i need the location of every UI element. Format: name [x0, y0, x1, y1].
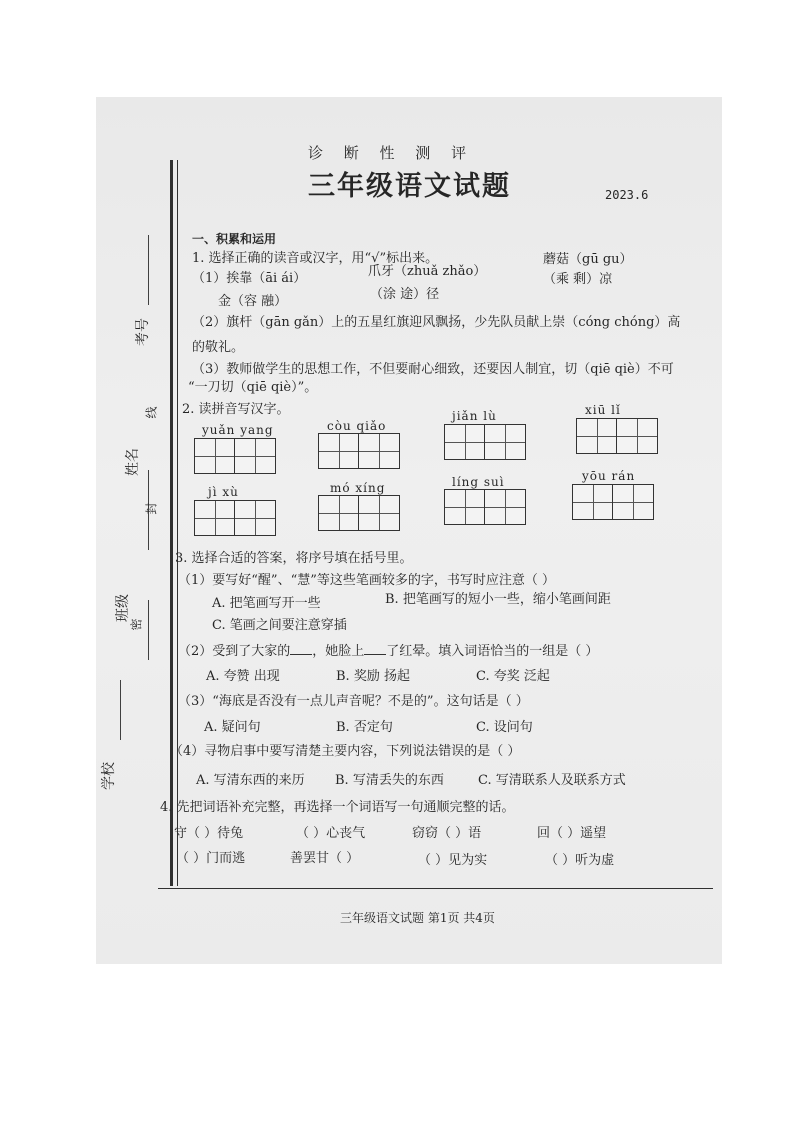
section-heading: 一、积累和运用	[192, 232, 277, 246]
q3-s2-option-c: C. 夸奖 泛起	[476, 669, 550, 684]
school-label: 学校	[101, 762, 117, 790]
q3-s3: （3）“海底是否没有一点儿声音呢？不是的”。这句话是（ ）	[178, 694, 529, 709]
q3-prompt: 3. 选择合适的答案，将序号填在括号里。	[175, 551, 413, 566]
exam-date: 2023.6	[605, 188, 649, 202]
q3-s2-option-a: A. 夸赞 出现	[206, 669, 280, 684]
q1-item-tujing: （涂 途）径	[370, 287, 440, 302]
char-grid[interactable]	[318, 433, 400, 469]
q4-word: （ ）心丧气	[296, 826, 366, 841]
char-grid[interactable]	[194, 438, 276, 474]
char-grid[interactable]	[444, 489, 526, 525]
q3-s1-option-c: C. 笔画之间要注意穿插	[212, 618, 347, 633]
class-blank	[148, 600, 149, 660]
q3-s3-option-b: B. 否定句	[336, 720, 393, 735]
q3-s3-option-c: C. 设问句	[476, 720, 533, 735]
char-grid[interactable]	[444, 424, 526, 460]
exam-subtitle: 诊 断 性 测 评	[308, 144, 468, 162]
q1-item-zhaoya: 爪牙（zhuǎ zhǎo）	[368, 264, 487, 279]
q1-item2-line1: （2）旗杆（gān gǎn）上的五星红旗迎风飘扬，少先队员献上崇（cóng chóng）高	[192, 315, 681, 330]
school-blank	[120, 680, 121, 740]
q1-prompt: 1. 选择正确的读音或汉字，用“√”标出来。	[192, 251, 439, 266]
q3-s4-option-a: A. 写清东西的来历	[196, 773, 305, 788]
q3-s1-option-a: A. 把笔画写开一些	[212, 596, 321, 611]
pinyin-label: jiǎn lù	[452, 409, 497, 423]
q4-word: 回（ ）遥望	[537, 826, 607, 841]
char-grid[interactable]	[318, 495, 400, 531]
name-label: 姓名	[125, 448, 141, 476]
class-label: 班级	[115, 594, 131, 622]
exam-no-label: 考号	[135, 318, 151, 346]
q3-s2-option-b: B. 奖励 扬起	[336, 669, 410, 684]
seal-feng: 封	[144, 502, 159, 515]
q1-item3-line1: （3）教师做学生的思想工作，不但要耐心细致，还要因人制宜，切（qiē qiè）不可	[192, 362, 674, 377]
q1-item-mogu: 蘑菇（gū gu）	[543, 252, 633, 267]
pinyin-label: líng suì	[452, 475, 505, 489]
binding-line-thick	[170, 160, 173, 886]
q4-word: 窃窃（ ）语	[412, 826, 482, 841]
q1-item-aikao: （1）挨靠（āi ái）	[192, 271, 307, 286]
answer-blank[interactable]	[364, 653, 386, 655]
q4-word: 守（ ）待兔	[174, 826, 244, 841]
page-footer: 三年级语文试题 第1页 共4页	[340, 911, 495, 925]
q3-s2-pre: （2）受到了大家的	[178, 644, 291, 659]
q3-s3-option-a: A. 疑问句	[204, 720, 261, 735]
char-grid[interactable]	[194, 500, 276, 536]
char-grid[interactable]	[576, 418, 658, 454]
q3-s4-option-c: C. 写清联系人及联系方式	[478, 773, 626, 788]
q1-item-jinrong: 金（容 融）	[218, 294, 288, 309]
seal-xian: 线	[144, 406, 159, 419]
pinyin-label: jì xù	[208, 485, 239, 499]
q1-item-chengliang: （乘 剩）凉	[543, 272, 613, 287]
answer-blank[interactable]	[290, 653, 312, 655]
q4-word: （ ）见为实	[418, 853, 488, 868]
q4-word: （ ）听为虚	[545, 853, 615, 868]
bottom-rule	[158, 888, 713, 889]
q3-s2	[178, 640, 598, 659]
q4-word: （ ）门而逃	[176, 851, 246, 866]
pinyin-label: xiū lǐ	[585, 403, 621, 417]
pinyin-label: yuǎn yang	[202, 423, 274, 437]
char-grid[interactable]	[572, 484, 654, 520]
seal-mi: 密	[129, 618, 144, 631]
pinyin-label: yōu rán	[582, 469, 636, 483]
q3-s1-option-b: B. 把笔画写的短小一些，缩小笔画间距	[385, 592, 611, 607]
q1-item3-line2: “一刀切（qiē qiè）”。	[188, 380, 318, 395]
exam-title: 三年级语文试题	[308, 171, 511, 202]
binding-line-thin	[177, 160, 178, 886]
q4-word: 善罢甘（ ）	[290, 851, 360, 866]
q3-s2-mid: ，她脸上	[312, 644, 365, 659]
q1-item2-line2: 的敬礼。	[192, 340, 245, 355]
q3-s4-option-b: B. 写清丢失的东西	[335, 773, 444, 788]
q3-s1: （1）要写好“醒”、“慧”等这些笔画较多的字，书写时应注意（ ）	[178, 573, 555, 588]
pinyin-label: mó xíng	[330, 481, 386, 495]
q4-prompt: 4. 先把词语补充完整，再选择一个词语写一句通顺完整的话。	[160, 800, 515, 815]
q3-s4: （4）寻物启事中要写清楚主要内容，下列说法错误的是（ ）	[170, 744, 521, 759]
exam-no-blank	[148, 235, 149, 305]
pinyin-label: còu qiǎo	[327, 419, 387, 433]
q2-prompt: 2. 读拼音写汉字。	[182, 402, 290, 417]
q3-s2-post: 了红晕。填入词语恰当的一组是（ ）	[386, 644, 599, 659]
